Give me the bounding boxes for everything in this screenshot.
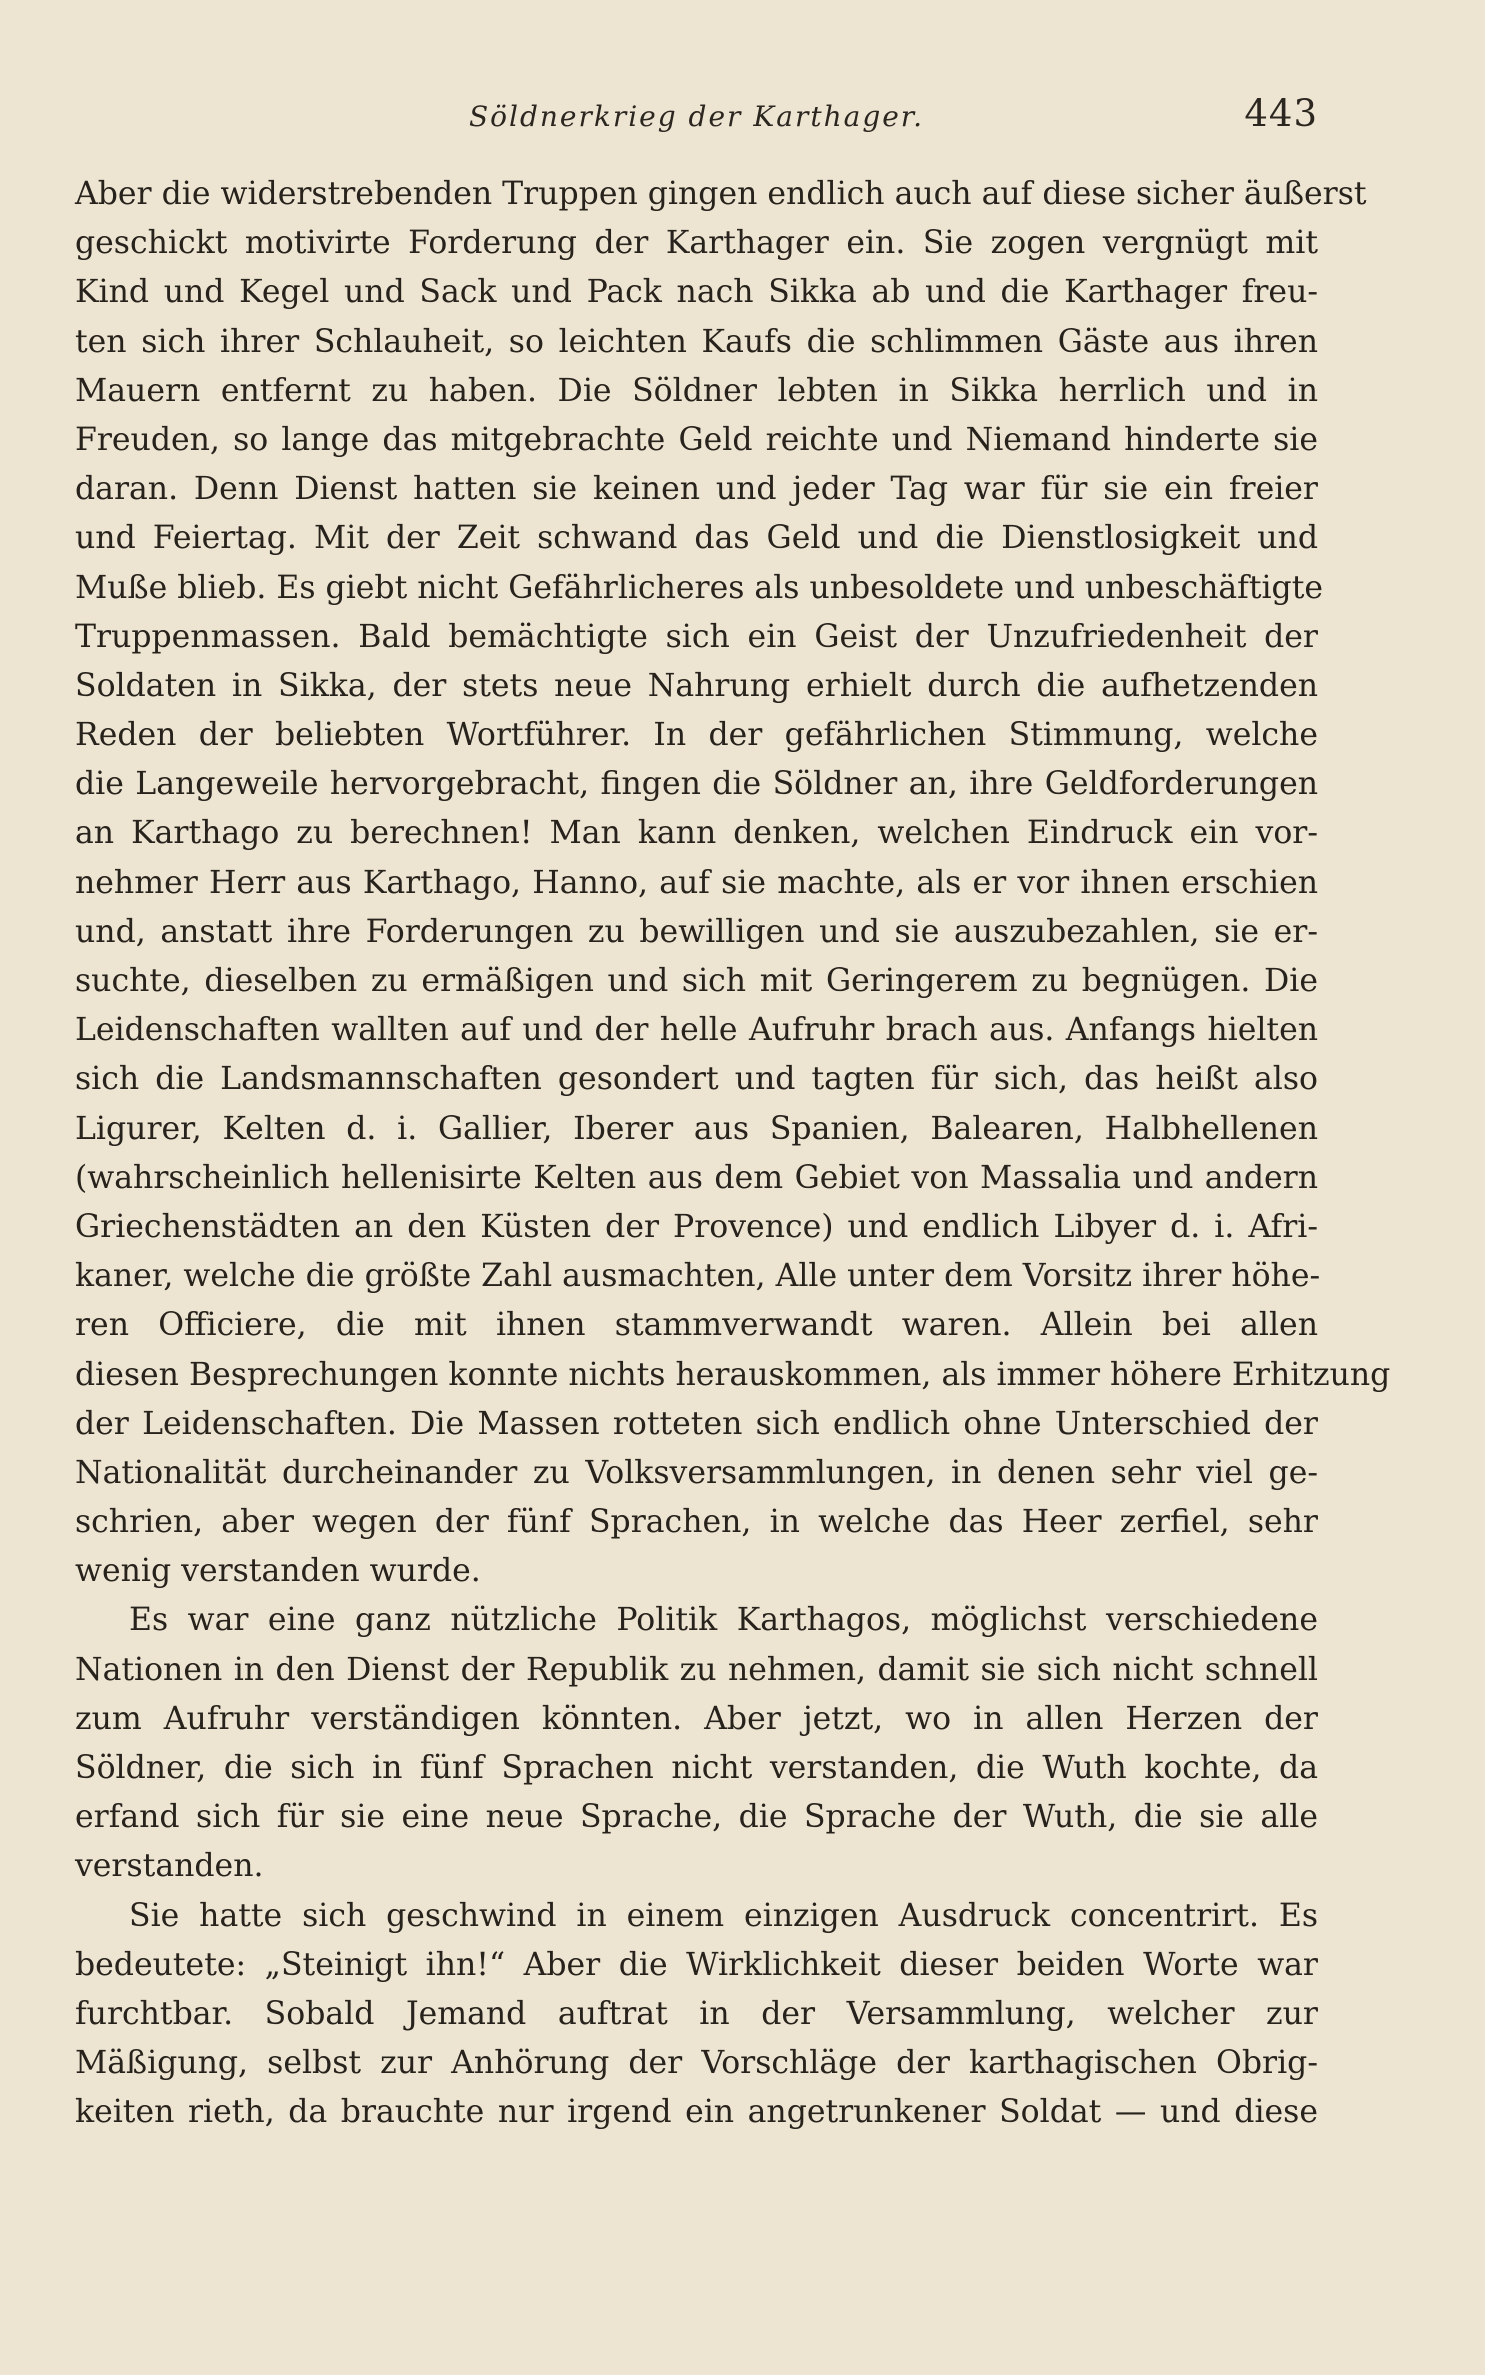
text-line: keiten rieth, da brauchte nur irgend ein angetrunkener Soldat — und diese [75, 2094, 1318, 2131]
text-line: und Feiertag. Mit der Zeit schwand das Geld und die Dienstlosigkeit und [75, 520, 1318, 557]
text-line: Söldner, die sich in fünf Sprachen nicht verstanden, die Wuth kochte, da [75, 1750, 1318, 1786]
page-number: 443 [1244, 92, 1318, 135]
text-line: Mäßigung, selbst zur Anhörung der Vorschläge der karthagischen Obrig- [75, 2045, 1318, 2082]
text-line: erfand sich für sie eine neue Sprache, die Sprache der Wuth, die sie alle [75, 1799, 1318, 1836]
text-line: nehmer Herr aus Karthago, Hanno, auf sie machte, als er vor ihnen erschien [75, 864, 1318, 901]
text-line: diesen Besprechungen konnte nichts herauskommen, als immer höhere Erhitzung [75, 1356, 1391, 1393]
text-line: daran. Denn Dienst hatten sie keinen und jeder Tag war für sie ein freier [75, 471, 1318, 508]
text-line: Aber die widerstrebenden Truppen gingen endlich auch auf diese sicher äußerst [75, 176, 1367, 212]
text-line: Es war eine ganz nützliche Politik Karthagos, möglichst verschiedene [129, 1602, 1318, 1639]
text-line: der Leidenschaften. Die Massen rotteten sich endlich ohne Unterschied der [75, 1405, 1318, 1442]
text-line: Soldaten in Sikka, der stets neue Nahrung erhielt durch die aufhetzenden [75, 667, 1318, 704]
text-line: Griechenstädten an den Küsten der Provence) und endlich Libyer d. i. Afri- [75, 1208, 1318, 1245]
text-line: furchtbar. Sobald Jemand auftrat in der Versammlung, welcher zur [75, 1995, 1318, 2032]
text-line: kaner, welche die größte Zahl ausmachten, Alle unter dem Vorsitz ihrer höhe- [75, 1258, 1321, 1295]
text-line: Leidenschaften wallten auf und der helle Aufruhr brach aus. Anfangs hielten [75, 1012, 1318, 1049]
text-line: Reden der beliebten Wortführer. In der gefährlichen Stimmung, welche [75, 717, 1318, 754]
text-line: Muße blieb. Es giebt nicht Gefährlicheres als unbesoldete und unbeschäftigte [75, 569, 1324, 606]
text-line: Sie hatte sich geschwind in einem einzigen Ausdruck concentrirt. Es [129, 1897, 1318, 1934]
text-line: Kind und Kegel und Sack und Pack nach Sikka ab und die Karthager freu- [75, 274, 1318, 311]
text-line: Nationalität durcheinander zu Volksversammlungen, in denen sehr viel ge- [75, 1454, 1318, 1491]
text-line: Truppenmassen. Bald bemächtigte sich ein Geist der Unzufriedenheit der [75, 618, 1318, 655]
text-line: die Langeweile hervorgebracht, fingen die Söldner an, ihre Geldforderungen [75, 766, 1318, 803]
text-line: Mauern entfernt zu haben. Die Söldner lebten in Sikka herrlich und in [75, 372, 1318, 409]
text-line: ren Officiere, die mit ihnen stammverwandt waren. Allein bei allen [75, 1307, 1318, 1344]
page-header [75, 92, 1318, 144]
text-line: Ligurer, Kelten d. i. Gallier, Iberer aus Spanien, Balearen, Halbhellenen [75, 1110, 1318, 1147]
text-line: zum Aufruhr verständigen könnten. Aber jetzt, wo in allen Herzen der [75, 1700, 1318, 1737]
text-line: suchte, dieselben zu ermäßigen und sich mit Geringerem zu begnügen. Die [75, 963, 1318, 999]
text-line: sich die Landsmannschaften gesondert und tagten für sich, das heißt also [75, 1061, 1318, 1098]
text-line: ten sich ihrer Schlauheit, so leichten Kaufs die schlimmen Gäste aus ihren [75, 323, 1318, 360]
body-text [75, 170, 1391, 2138]
text-line: (wahrscheinlich hellenisirte Kelten aus dem Gebiet von Massalia und andern [75, 1159, 1318, 1196]
text-line: verstanden. [75, 1848, 264, 1885]
text-line: an Karthago zu berechnen! Man kann denken, welchen Eindruck ein vor- [75, 815, 1318, 852]
text-line: wenig verstanden wurde. [75, 1553, 481, 1590]
text-line: Freuden, so lange das mitgebrachte Geld reichte und Niemand hinderte sie [75, 421, 1318, 458]
text-line: bedeutete: „Steinigt ihn!“ Aber die Wirklichkeit dieser beiden Worte war [75, 1946, 1318, 1983]
running-title: Söldnerkrieg der Karthager. [468, 100, 925, 133]
text-line: schrien, aber wegen der fünf Sprachen, in welche das Heer zerfiel, sehr [75, 1504, 1318, 1541]
text-line: Nationen in den Dienst der Republik zu nehmen, damit sie sich nicht schnell [75, 1651, 1318, 1688]
text-line: und, anstatt ihre Forderungen zu bewilligen und sie auszubezahlen, sie er- [75, 913, 1318, 950]
text-line: geschickt motivirte Forderung der Karthager ein. Sie zogen vergnügt mit [75, 225, 1318, 262]
